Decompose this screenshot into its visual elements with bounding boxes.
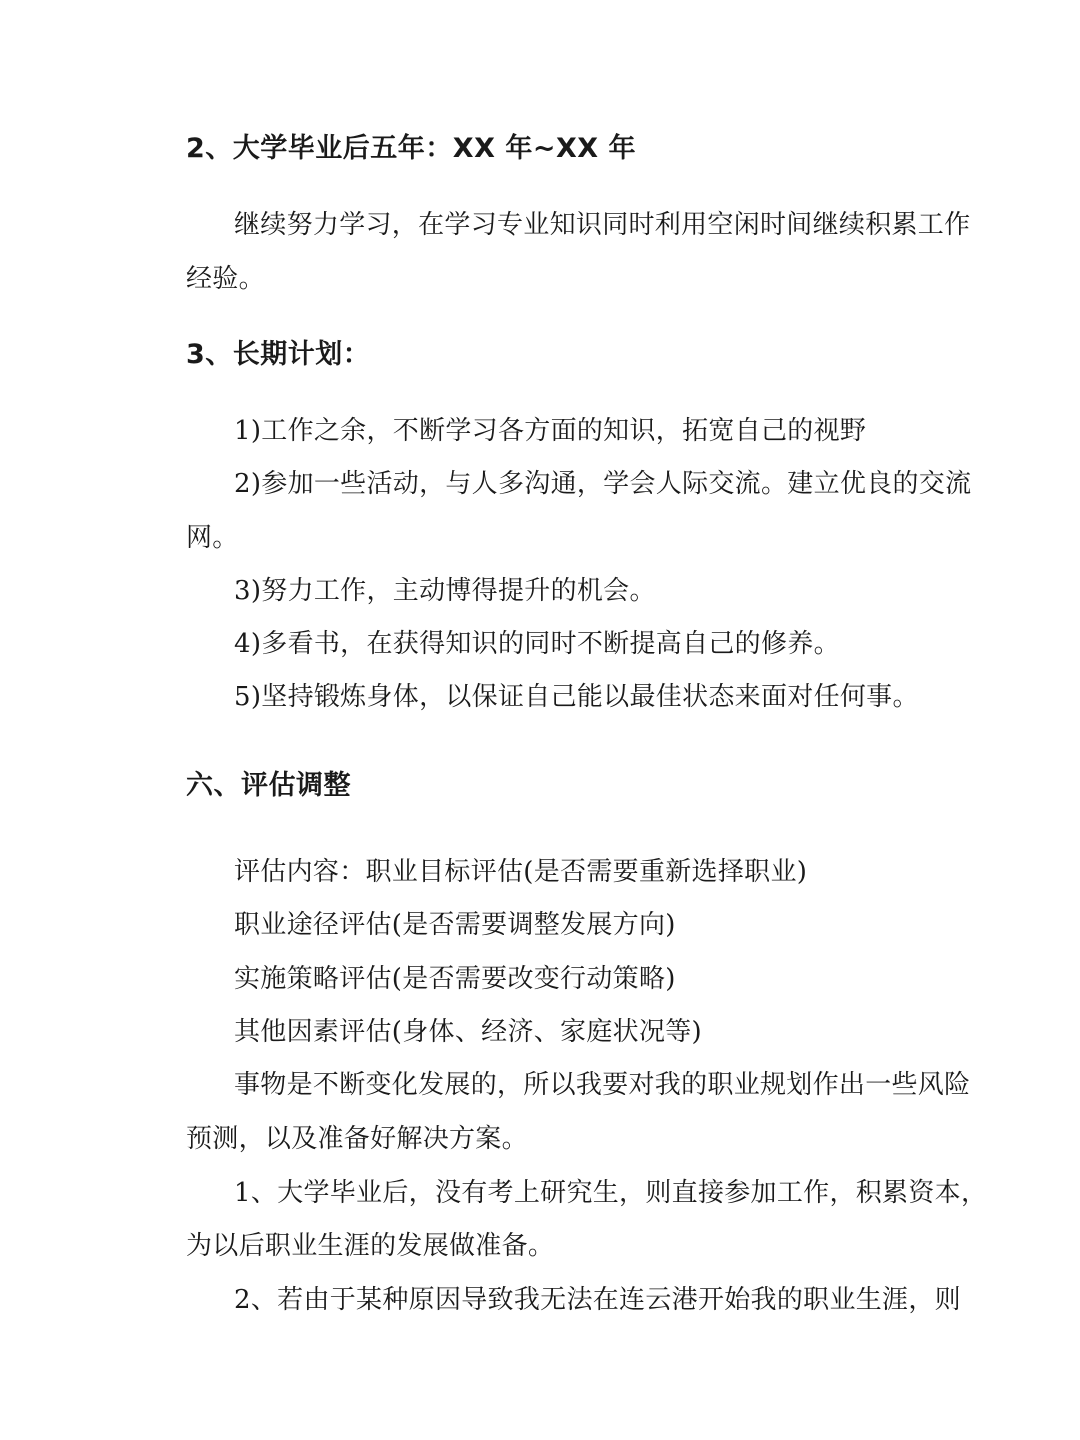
risk-1-line-2: 为以后职业生涯的发展做准备。 (186, 1231, 555, 1261)
risk-2-line-1: 2、若由于某种原因导致我无法在连云港开始我的职业生涯，则 (234, 1285, 961, 1315)
plan-item-3: 3)努力工作，主动博得提升的机会。 (234, 576, 656, 606)
evaluation-line-3: 实施策略评估(是否需要改变行动策略) (234, 964, 676, 994)
risk-intro-line-1: 事物是不断变化发展的，所以我要对我的职业规划作出一些风险 (234, 1070, 971, 1100)
risk-1-line-1: 1、大学毕业后，没有考上研究生，则直接参加工作，积累资本， (234, 1178, 988, 1208)
section-2-paragraph-line-1: 继续努力学习，在学习专业知识同时利用空闲时间继续积累工作 (234, 210, 971, 240)
evaluation-line-1: 评估内容：职业目标评估(是否需要重新选择职业) (234, 857, 808, 887)
plan-item-5: 5)坚持锻炼身体，以保证自己能以最佳状态来面对任何事。 (234, 682, 919, 712)
plan-item-4: 4)多看书，在获得知识的同时不断提高自己的修养。 (234, 629, 840, 659)
plan-item-2-continuation: 网。 (186, 523, 239, 553)
section-2-heading: 2、大学毕业后五年：XX 年~XX 年 (186, 133, 636, 164)
section-6-heading: 六、评估调整 (186, 770, 351, 801)
evaluation-line-4: 其他因素评估(身体、经济、家庭状况等) (234, 1017, 702, 1047)
evaluation-line-2: 职业途径评估(是否需要调整发展方向) (234, 910, 676, 940)
section-2-paragraph-line-2: 经验。 (186, 264, 265, 294)
plan-item-1: 1)工作之余，不断学习各方面的知识，拓宽自己的视野 (234, 416, 867, 446)
risk-intro-line-2: 预测，以及准备好解决方案。 (186, 1124, 528, 1154)
plan-item-2: 2)参加一些活动，与人多沟通，学会人际交流。建立优良的交流 (234, 469, 972, 499)
section-3-heading: 3、长期计划： (186, 339, 371, 370)
